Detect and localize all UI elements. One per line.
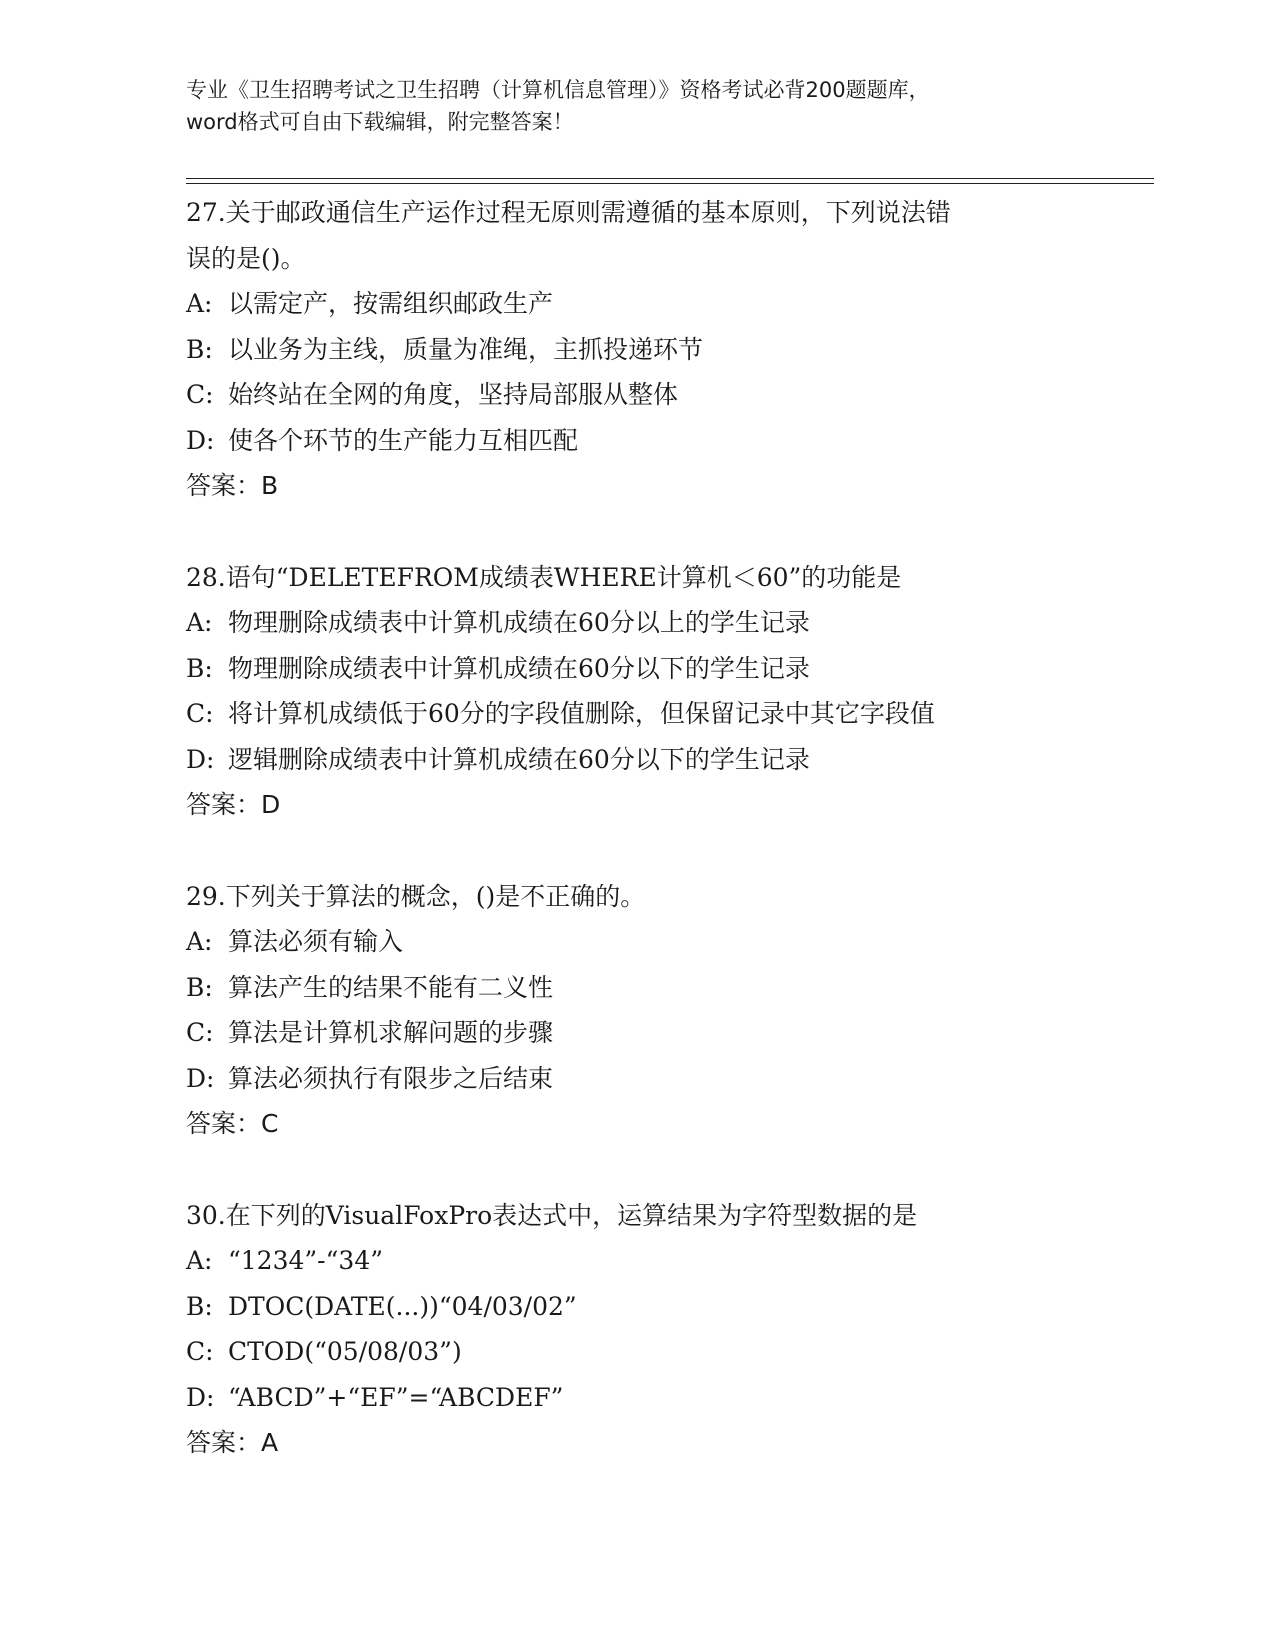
- question-28: [186, 555, 1146, 828]
- option-text: DTOC(DATE(...))“04/03/02”: [228, 1291, 577, 1321]
- option-c: [186, 1329, 1146, 1375]
- option-key: C:: [186, 1018, 214, 1047]
- option-key: D:: [186, 744, 215, 774]
- option-d: [186, 1056, 1146, 1102]
- option-b: [186, 965, 1146, 1011]
- option-a: [186, 919, 1146, 965]
- question-list: [186, 190, 1146, 1512]
- option-b: [186, 1284, 1146, 1330]
- question-stem-line: 28.语句“DELETEFROM成绩表WHERE计算机＜60”的功能是: [186, 562, 902, 592]
- option-key: C:: [186, 699, 214, 728]
- option-key: C:: [186, 380, 214, 409]
- option-text: 以业务为主线，质量为准绳，主抓投递环节: [228, 334, 704, 364]
- option-text: CTOD(“05/08/03”): [228, 1337, 462, 1366]
- option-c: [186, 372, 1146, 418]
- option-a: [186, 600, 1146, 646]
- option-key: A:: [186, 927, 213, 956]
- option-a: [186, 1238, 1146, 1284]
- option-text: 算法必须有输入: [228, 927, 404, 956]
- header-line-2: word格式可自由下载编辑，附完整答案！: [186, 110, 574, 134]
- option-text: 物理删除成绩表中计算机成绩在60分以下的学生记录: [228, 653, 810, 683]
- question-stem-line: 误的是()。: [186, 243, 306, 273]
- option-text: 使各个环节的生产能力互相匹配: [228, 425, 579, 455]
- option-text: 以需定产，按需组织邮政生产: [228, 289, 554, 318]
- answer-line: 答案：B: [186, 471, 279, 500]
- option-key: B:: [186, 653, 213, 683]
- question-stem-line: 30.在下列的VisualFoxPro表达式中，运算结果为字符型数据的是: [186, 1200, 918, 1230]
- option-text: 算法必须执行有限步之后结束: [228, 1063, 554, 1093]
- option-d: [186, 418, 1146, 464]
- document-header: [186, 74, 1086, 138]
- question-30: [186, 1193, 1146, 1466]
- option-text: 算法是计算机求解问题的步骤: [228, 1018, 554, 1047]
- header-divider-top: [186, 178, 1154, 179]
- option-text: 算法产生的结果不能有二义性: [228, 972, 554, 1002]
- question-29: [186, 874, 1146, 1147]
- option-text: 物理删除成绩表中计算机成绩在60分以上的学生记录: [228, 608, 810, 637]
- option-d: [186, 1375, 1146, 1421]
- question-stem-line: 29.下列关于算法的概念，()是不正确的。: [186, 881, 646, 911]
- header-line-1: 专业《卫生招聘考试之卫生招聘（计算机信息管理）》资格考试必背200题题库，: [186, 78, 930, 102]
- option-b: [186, 327, 1146, 373]
- option-key: D:: [186, 1382, 215, 1412]
- answer-line: 答案：C: [186, 1109, 279, 1138]
- option-d: [186, 737, 1146, 783]
- option-text: 逻辑删除成绩表中计算机成绩在60分以下的学生记录: [228, 744, 810, 774]
- option-c: [186, 691, 1146, 737]
- option-a: [186, 281, 1146, 327]
- option-text: 始终站在全网的角度，坚持局部服从整体: [228, 380, 679, 409]
- option-text: “ABCD”+“EF”=“ABCDEF”: [228, 1382, 564, 1412]
- option-key: C:: [186, 1337, 214, 1366]
- option-key: D:: [186, 1063, 215, 1093]
- option-text: 将计算机成绩低于60分的字段值删除，但保留记录中其它字段值: [228, 699, 935, 728]
- option-c: [186, 1010, 1146, 1056]
- option-key: A:: [186, 1246, 213, 1275]
- option-text: “1234”-“34”: [228, 1246, 384, 1275]
- answer-line: 答案：A: [186, 1428, 279, 1457]
- option-key: D:: [186, 425, 215, 455]
- option-key: B:: [186, 972, 213, 1002]
- option-key: A:: [186, 289, 213, 318]
- question-27: [186, 190, 1146, 509]
- option-b: [186, 646, 1146, 692]
- option-key: A:: [186, 608, 213, 637]
- option-key: B:: [186, 1291, 213, 1321]
- question-stem-line: 27.关于邮政通信生产运作过程无原则需遵循的基本原则，下列说法错: [186, 198, 951, 227]
- option-key: B:: [186, 334, 213, 364]
- header-divider-bottom: [186, 183, 1154, 184]
- answer-line: 答案：D: [186, 790, 281, 819]
